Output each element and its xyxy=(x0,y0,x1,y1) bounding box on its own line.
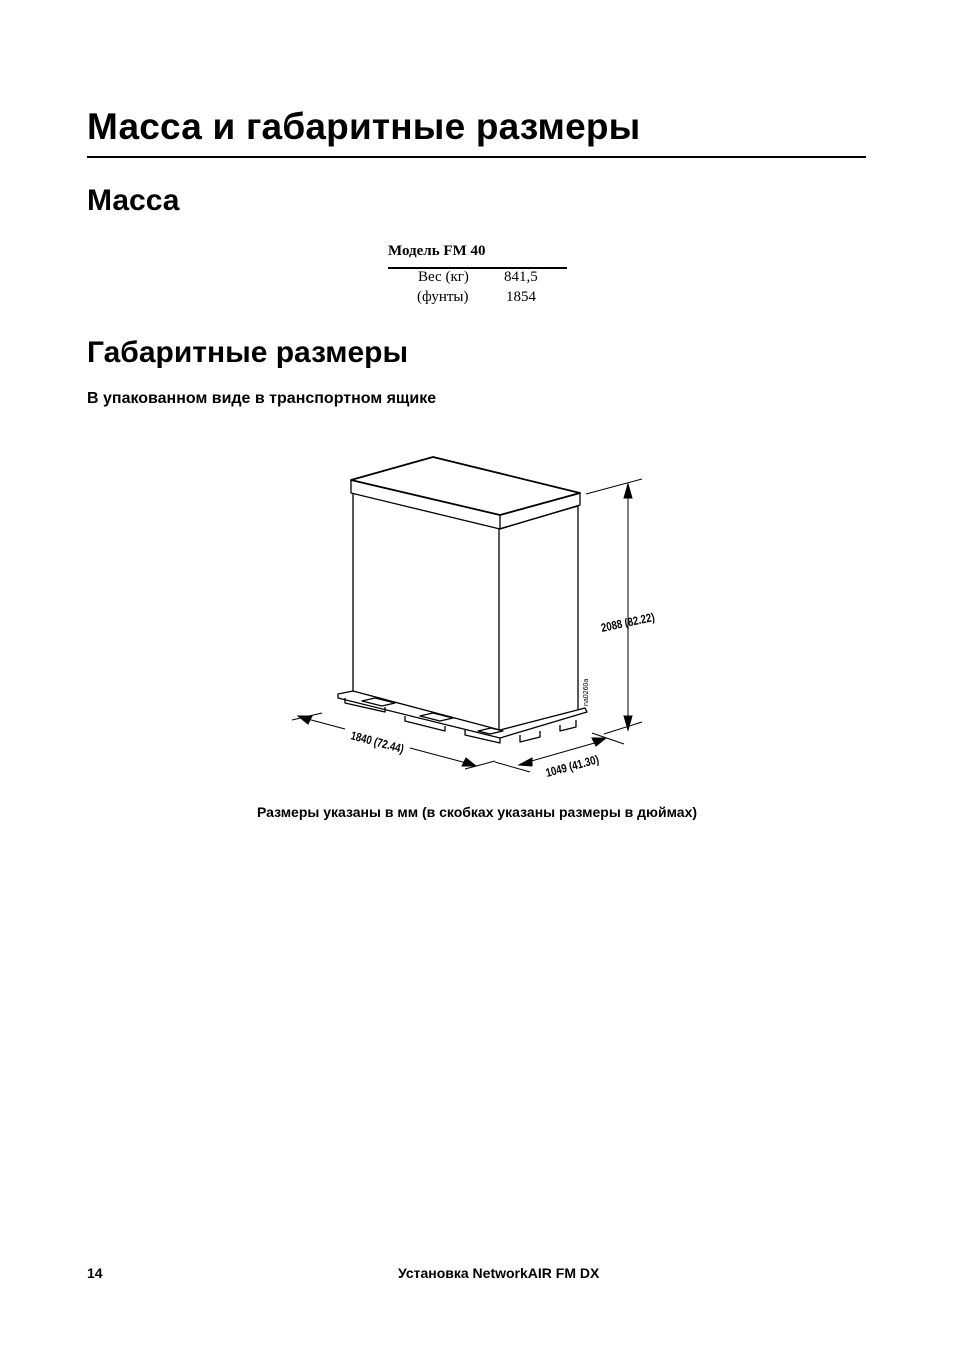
footer-doc-title: Установка NetworkAIR FM DX xyxy=(398,1265,600,1281)
subheading-packaged: В упакованном виде в транспортном ящике xyxy=(87,390,437,407)
table-cell-value: 841,5 xyxy=(504,269,538,285)
table-cell-label: (фунты) xyxy=(417,289,469,305)
table-header: Модель FM 40 xyxy=(388,243,486,259)
page-number: 14 xyxy=(87,1265,103,1281)
table-cell-value: 1854 xyxy=(506,289,536,305)
figure-caption: Размеры указаны в мм (в скобках указаны размеры в дюймах) xyxy=(256,804,698,820)
depth-dimension-label: 1049 (41.30) xyxy=(544,753,601,781)
table-cell-label: Вес (кг) xyxy=(418,269,469,285)
section-heading-mass: Масса xyxy=(87,184,180,217)
length-dimension-label: 1840 (72.44) xyxy=(349,729,406,757)
figure-code: na0260a xyxy=(583,678,590,706)
section-heading-dimensions: Габаритные размеры xyxy=(87,336,409,369)
page-title: Масса и габаритные размеры xyxy=(87,106,641,147)
height-dimension-label: 2088 (82.22) xyxy=(599,610,656,636)
